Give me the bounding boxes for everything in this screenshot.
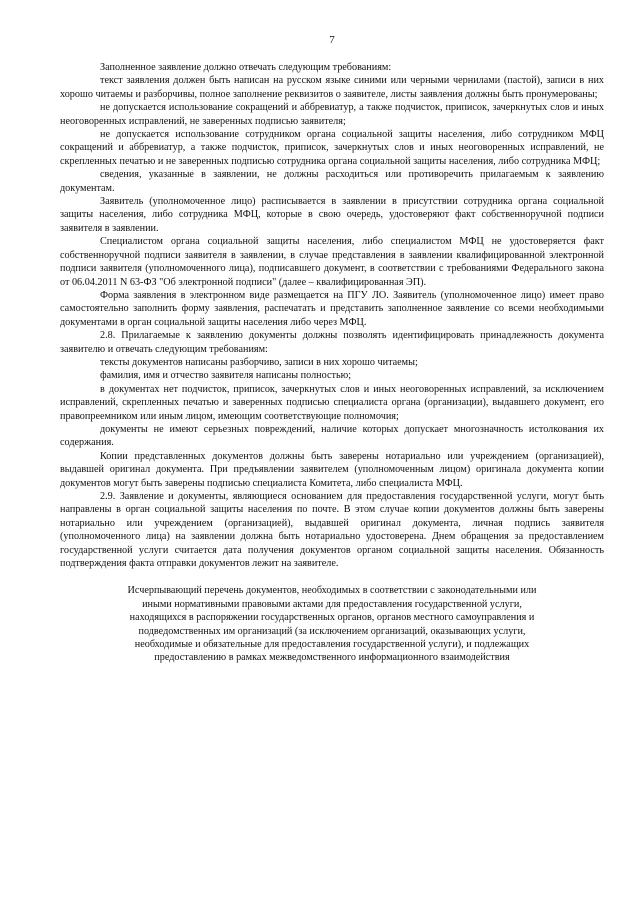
paragraph-section-2-9: 2.9. Заявление и документы, являющиеся основанием для предоставления государственной услуги, могут быть направлены в орган социальной защиты населения по почте. В этом случае копии документов должны быть заверены нотариально или учреждением (организацией), выдавшей оригинал документа, личная подпись заявителя (уполномоченного лица) на заявлении должна быть нотариально удостоверена. Днем обращения за предоставлением государственной услуги считается дата получения документов органом социальной защиты населения. Обязанность подтверждения факта отправки документов лежит на заявителе. <box>60 491 604 570</box>
paragraph-no-corrections: в документах нет подчисток, приписок, зачеркнутых слов и иных неоговоренных исправлений, за исключением исправлений, скрепленных печатью и заверенных подписью специалиста органа (организации), выдавшего документ, его правопреемником или иным лицом, имеющим соответствующие полномочия; <box>60 383 604 422</box>
heading-line: подведомственных им организаций (за исключением организаций, оказывающих услуги, <box>138 625 526 637</box>
spacer <box>60 570 604 584</box>
heading-line: необходимые и обязательные для предоставления государственной услуги), и подлежащих <box>134 639 530 651</box>
heading-line: находящихся в распоряжении государственных органов, органов местного самоуправления и <box>129 612 535 624</box>
body-text <box>60 61 604 570</box>
heading-line: предоставлению в рамках межведомственного информационного взаимодействия <box>154 652 510 664</box>
paragraph-legible-texts: тексты документов написаны разборчиво, записи в них хорошо читаемы; <box>100 356 418 368</box>
heading-line: иными нормативными правовыми актами для предоставления государственной услуги, <box>142 598 522 610</box>
paragraph-electronic-form: Форма заявления в электронном виде размещается на ПГУ ЛО. Заявитель (уполномоченное лицо) имеет право самостоятельно заполнить форму заявления, распечатать и представить заполненное заявление со всеми необходимыми документами в орган социальной защиты населения либо через МФЦ. <box>60 289 604 328</box>
paragraph-consistency: сведения, указанные в заявлении, не должны расходиться или противоречить прилагаемым к заявлению документам. <box>60 169 604 194</box>
paragraph-copies-certified: Копии представленных документов должны быть заверены нотариально или учреждением (организацией), выдавшей оригинал документа. При предъявлении заявителем (уполномоченным лицом) оригинала документа копии документов могут быть заверены подписью специалиста Комитета, либо специалиста МФЦ. <box>60 450 604 489</box>
paragraph-no-abbreviations: не допускается использование сокращений и аббревиатур, а также подчисток, приписок, зачеркнутых слов и иных неоговоренных исправлений, не заверенных подписью заявителя; <box>60 102 604 127</box>
paragraph-full-name: фамилия, имя и отчество заявителя написаны полностью; <box>100 370 352 382</box>
section-heading <box>60 584 604 664</box>
paragraph-electronic-signature: Специалистом органа социальной защиты населения, либо специалистом МФЦ не удостоверяется факт собственноручной подписи заявителя в заявлении, в случае представления в заявлении квалифицированной электронной подписи заявителя (уполномоченного лица), подписавшего документ, в соответствии с требованиями Федерального закона от 06.04.2011 N 63-ФЗ "Об электронной подписи" (далее – квалифицированная ЭП). <box>60 236 604 288</box>
paragraph-no-damage: документы не имеют серьезных повреждений, наличие которых допускает многозначность истолкования их содержания. <box>60 423 604 449</box>
paragraph-staff-no-abbreviations: не допускается использование сотрудником органа социальной защиты населения, либо сотрудником МФЦ сокращений и аббревиатур, а также подчисток, приписок, зачеркнутых слов и иных неоговоренных исправлений, не скрепленных печатью и не заверенных подписью сотрудника органа социальной защиты населения, либо сотрудника МФЦ; <box>60 129 604 167</box>
page-number: 7 <box>329 34 335 46</box>
heading-line: Исчерпывающий перечень документов, необходимых в соответствии с законодательными или <box>127 585 537 597</box>
paragraph-text-requirement: текст заявления должен быть написан на русском языке синими или черными чернилами (пастой), записи в них хорошо читаемы и разборчивы, полное заполнение реквизитов о заявителе, листы заявления должны быть пронумерованы; <box>60 75 604 100</box>
paragraph-section-2-8: 2.8. Прилагаемые к заявлению документы должны позволять идентифицировать принадлежность документа заявителю и отвечать следующим требованиям: <box>60 330 604 355</box>
paragraph-signature: Заявитель (уполномоченное лицо) расписывается в заявлении в присутствии сотрудника органа социальной защиты населения, либо сотрудника МФЦ, которые в свою очередь, удостоверяют факт собственноручной подписи заявителя в заявлении. <box>60 196 604 234</box>
paragraph-requirements-intro: Заполненное заявление должно отвечать следующим требованиям: <box>100 62 392 73</box>
